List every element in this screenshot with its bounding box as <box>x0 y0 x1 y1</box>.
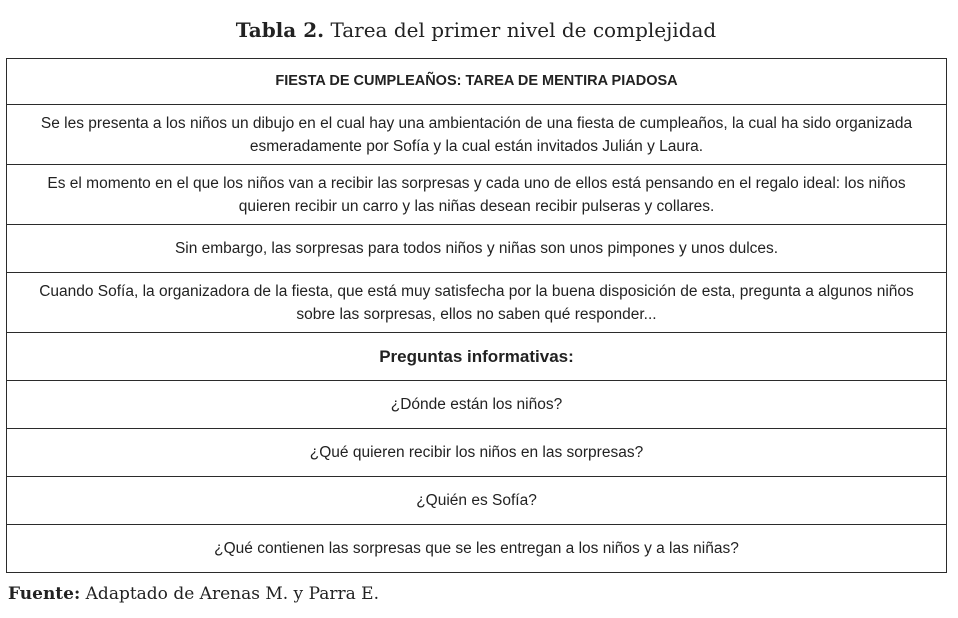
table-header-row <box>7 59 947 105</box>
story-cell: Se les presenta a los niños un dibujo en el cual hay una ambientación de una fiesta de cumpleaños, la cual ha sido organizada esmeradamente por Sofía y la cual están invitados Julián y Laura. <box>7 105 947 165</box>
caption-label: Tabla 2. <box>235 18 325 42</box>
table-header-cell: FIESTA DE CUMPLEAÑOS: TAREA DE MENTIRA PIADOSA <box>7 59 947 105</box>
question-cell: ¿Qué contienen las sorpresas que se les entregan a los niños y a las niñas? <box>7 525 947 573</box>
questions-header-row <box>7 333 947 381</box>
question-row <box>7 477 947 525</box>
story-row <box>7 165 947 225</box>
story-row <box>7 225 947 273</box>
task-table <box>6 58 947 573</box>
source-note <box>8 582 379 606</box>
source-label: Fuente: <box>8 584 81 604</box>
story-row <box>7 273 947 333</box>
source-text: Adaptado de Arenas M. y Parra E. <box>85 584 379 604</box>
question-cell: ¿Dónde están los niños? <box>7 381 947 429</box>
story-cell: Es el momento en el que los niños van a recibir las sorpresas y cada uno de ellos está pensando en el regalo ideal: los niños quieren recibir un carro y las niñas desean recibir pulseras y collares. <box>7 165 947 225</box>
question-cell: ¿Quién es Sofía? <box>7 477 947 525</box>
questions-header-cell: Preguntas informativas: <box>7 333 947 381</box>
caption-text: Tarea del primer nivel de complejidad <box>330 18 717 42</box>
story-row <box>7 105 947 165</box>
question-row <box>7 381 947 429</box>
question-row <box>7 429 947 477</box>
story-cell: Sin embargo, las sorpresas para todos niños y niñas son unos pimpones y unos dulces. <box>7 225 947 273</box>
question-cell: ¿Qué quieren recibir los niños en las sorpresas? <box>7 429 947 477</box>
question-row <box>7 525 947 573</box>
story-cell: Cuando Sofía, la organizadora de la fiesta, que está muy satisfecha por la buena disposición de esta, pregunta a algunos niños sobre las sorpresas, ellos no saben qué responder... <box>7 273 947 333</box>
table-caption <box>0 17 952 43</box>
